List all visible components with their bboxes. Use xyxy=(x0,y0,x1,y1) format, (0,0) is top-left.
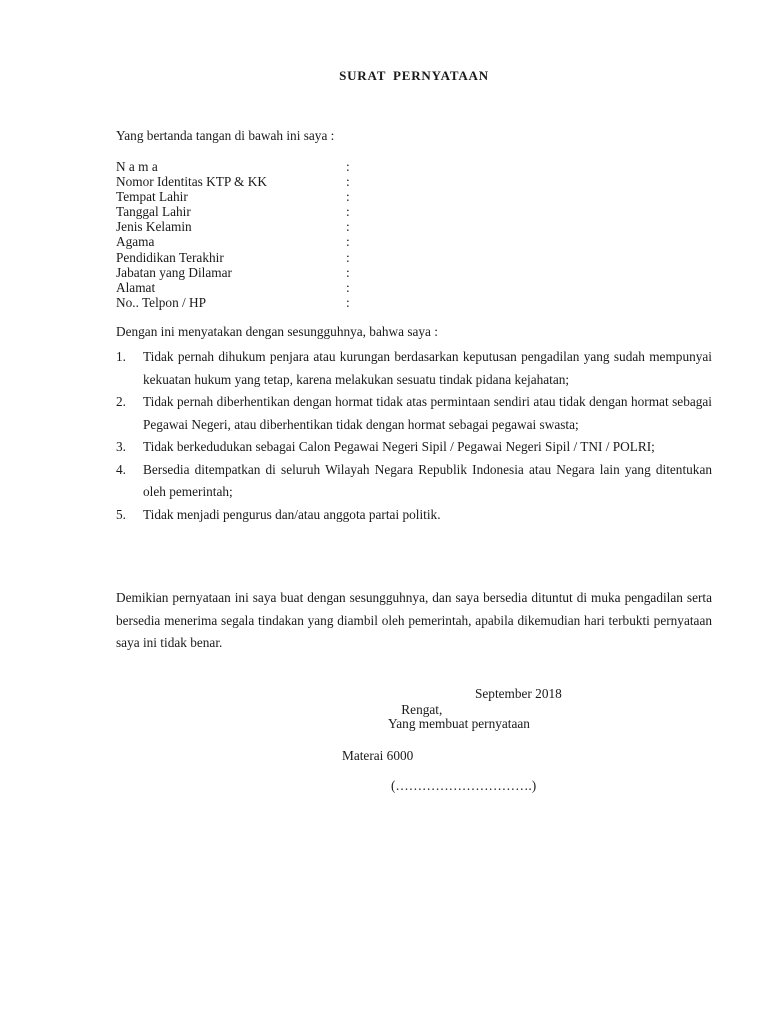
field-row-pendidikan xyxy=(116,250,376,265)
field-label: Tempat Lahir xyxy=(116,189,188,205)
field-row-identitas xyxy=(116,174,376,189)
field-colon: : xyxy=(346,294,350,310)
statement-number: 5. xyxy=(116,506,126,522)
field-row-tempat-lahir xyxy=(116,189,376,204)
declaration-intro: Dengan ini menyatakan dengan sesungguhnya, bahwa saya : xyxy=(116,324,438,339)
intro-text: Yang bertanda tangan di bawah ini saya : xyxy=(116,128,335,143)
field-colon: : xyxy=(346,264,350,280)
statement-text: Tidak menjadi pengurus dan/atau anggota partai politik. xyxy=(143,506,441,522)
field-colon: : xyxy=(346,189,350,205)
field-label: Jabatan yang Dilamar xyxy=(116,264,232,280)
field-label: N a m a xyxy=(116,159,158,174)
statement-number: 1. xyxy=(116,349,126,364)
date: September 2018 xyxy=(475,686,562,701)
statement-item xyxy=(116,504,712,527)
field-label: Pendidikan Terakhir xyxy=(116,249,224,265)
field-label: Agama xyxy=(116,234,155,250)
field-row-nama xyxy=(116,159,376,174)
field-label: Alamat xyxy=(116,279,156,295)
statement-number: 3. xyxy=(116,439,126,454)
field-colon: : xyxy=(346,204,350,220)
signature-line: (………………………….) xyxy=(391,778,537,793)
field-colon: : xyxy=(346,234,350,250)
field-colon: : xyxy=(346,219,350,235)
statement-item xyxy=(116,459,712,504)
field-colon: : xyxy=(346,249,350,265)
field-row-tanggal-lahir xyxy=(116,204,376,219)
field-label: No.. Telpon / HP xyxy=(116,294,207,310)
statement-text: Tidak berkedudukan sebagai Calon Pegawai Negeri Sipil / Pegawai Negeri Sipil / TNI / POLRI; xyxy=(143,439,655,454)
field-colon: : xyxy=(346,174,350,190)
document-title: SURAT PERNYATAAN xyxy=(339,68,489,83)
statement-number: 4. xyxy=(116,461,126,477)
field-row-jabatan xyxy=(116,265,376,280)
statement-text: Bersedia ditempatkan di seluruh Wilayah Negara Republik Indonesia atau Negara lain yang ditentukan oleh pemerintah; xyxy=(143,461,712,499)
field-row-agama xyxy=(116,234,376,249)
field-row-telpon xyxy=(116,295,376,310)
field-label: Nomor Identitas KTP & KK xyxy=(116,174,267,190)
place: Rengat, xyxy=(401,702,443,717)
field-colon: : xyxy=(346,279,350,295)
statement-item xyxy=(116,346,712,391)
field-colon: : xyxy=(346,159,350,174)
statement-item xyxy=(116,391,712,436)
statement-number: 2. xyxy=(116,394,126,409)
statement-text: Tidak pernah diberhentikan dengan hormat tidak atas permintaan sendiri atau tidak dengan hormat sebagai Pegawai Negeri, atau diberhentikan tidak dengan hormat sebagai pegawai swasta; xyxy=(143,394,712,432)
field-label: Jenis Kelamin xyxy=(116,219,192,235)
statement-list xyxy=(116,346,712,526)
closing-paragraph: Demikian pernyataan ini saya buat dengan sesungguhnya, dan saya bersedia dituntut di muka pengadilan serta bersedia menerima segala tindakan yang diambil oleh pemerintah, apabila dikemudian hari terbukti pernyataan saya ini tidak benar. xyxy=(116,590,712,650)
statement-item xyxy=(116,436,712,459)
field-row-alamat xyxy=(116,280,376,295)
field-label: Tanggal Lahir xyxy=(116,204,191,220)
signer-label: Yang membuat pernyataan xyxy=(388,716,530,731)
stamp-label: Materai 6000 xyxy=(342,748,414,763)
field-row-jenis-kelamin xyxy=(116,219,376,234)
identity-fields xyxy=(116,159,376,310)
statement-text: Tidak pernah dihukum penjara atau kurungan berdasarkan keputusan pengadilan yang sudah mempunyai kekuatan hukum yang tetap, karena melakukan sesuatu tindak pidana kejahatan; xyxy=(143,349,712,387)
